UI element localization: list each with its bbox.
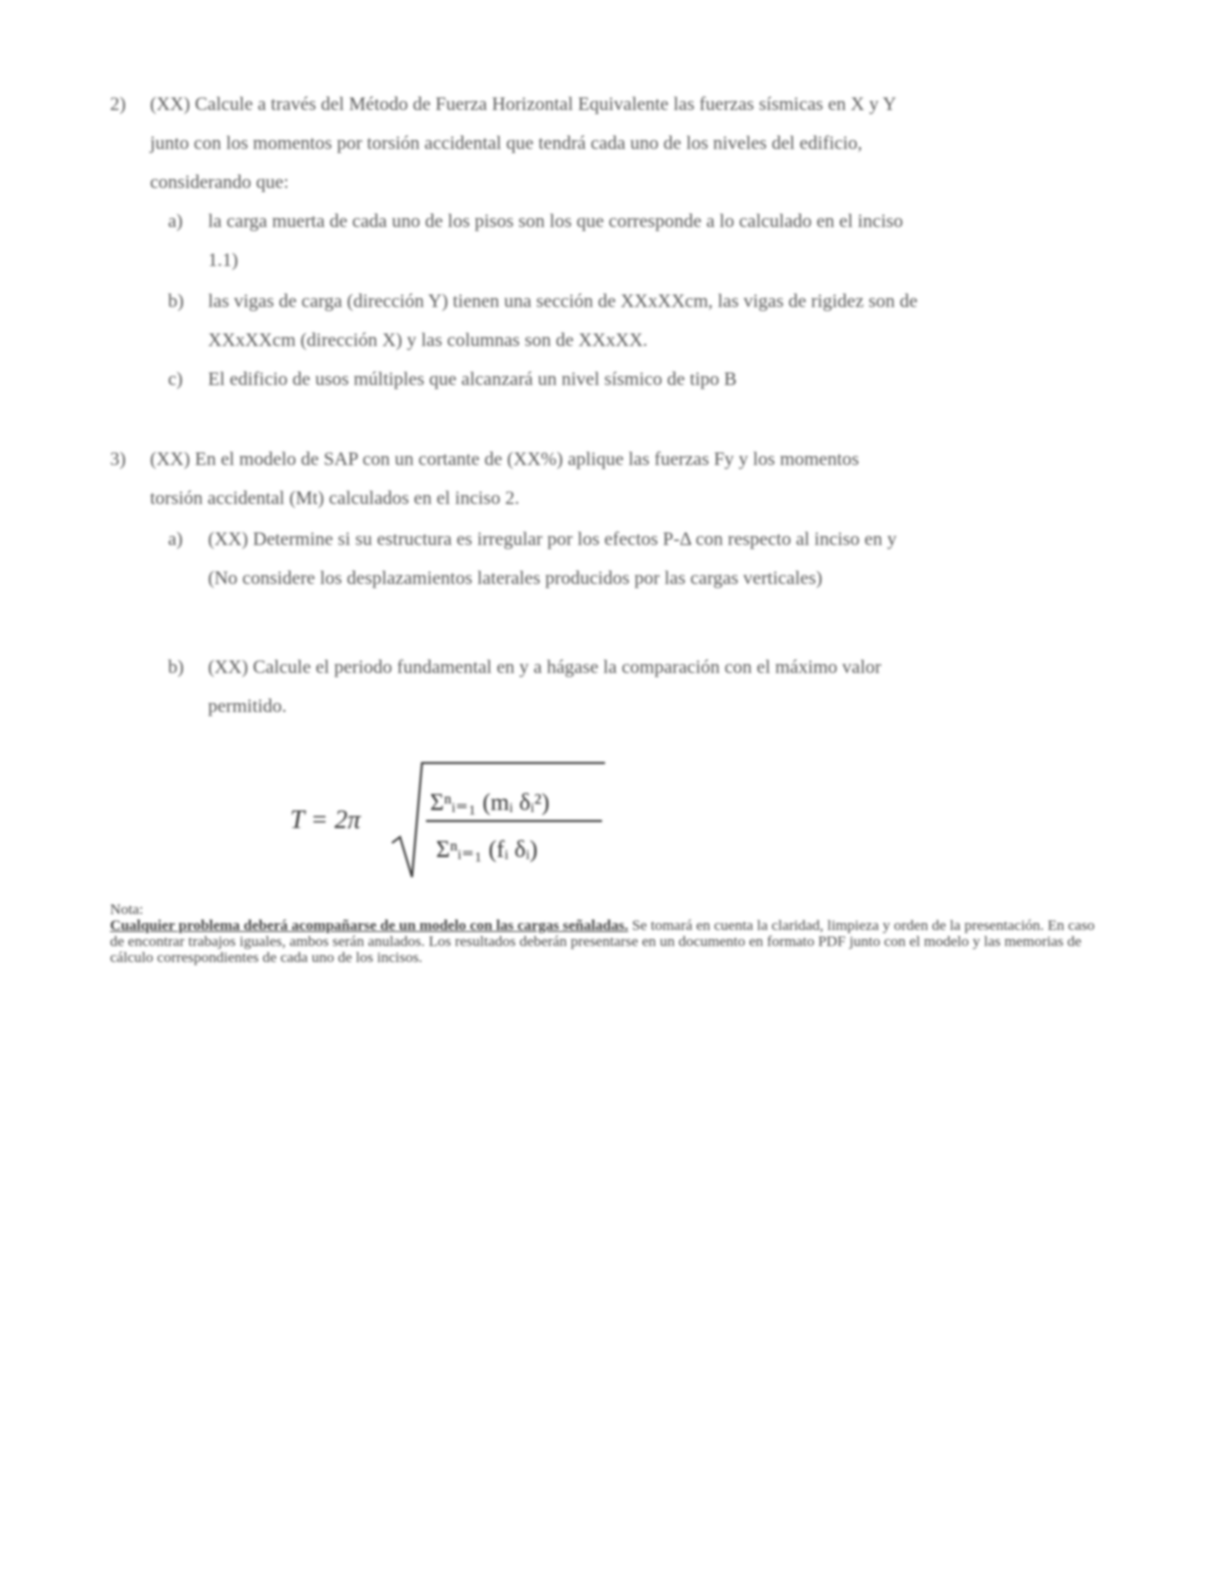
formula-numerator: Σⁿᵢ₌₁ (mᵢ δᵢ²) (430, 790, 550, 816)
note-body: Se tomará en cuenta la claridad, limpieza y orden de la presentación. En caso de encontrar trabajos iguales, ambos serán anulados. Los resultados deberán presentarse en un documento en formato PDF junto con el modelo y las memorias de cálculo correspondientes de cada uno de los incisos. (110, 918, 1095, 966)
item-line: la carga muerta de cada uno de los pisos son los que corresponde a lo calculado en el inciso (208, 211, 904, 232)
question-2-number: 2) (110, 94, 126, 115)
formula-denominator: Σⁿᵢ₌₁ (fᵢ δᵢ) (436, 837, 538, 863)
item-label: b) (168, 657, 184, 678)
formula-lhs: T = 2π (290, 805, 361, 834)
item-label: b) (168, 291, 184, 312)
item-line: permitido. (208, 696, 287, 717)
item-line: (XX) Calcule el periodo fundamental en y a hágase la comparación con el máximo valor (208, 657, 882, 678)
item-line: El edificio de usos múltiples que alcanzará un nivel sísmico de tipo B (208, 369, 737, 390)
note-block (110, 902, 1100, 966)
note-bold-text: Cualquier problema deberá acompañarse de un modelo con las cargas señaladas. (110, 918, 629, 934)
period-formula (290, 755, 620, 885)
question-3-line: torsión accidental (Mt) calculados en el inciso 2. (150, 488, 520, 509)
item-label: c) (168, 369, 183, 390)
item-line: (XX) Determine si su estructura es irregular por los efectos P-Δ con respecto al inciso en y (208, 529, 897, 550)
item-label: a) (168, 529, 183, 550)
item-line: XXxXXcm (dirección X) y las columnas son de XXxXX. (208, 330, 648, 351)
item-line: (No considere los desplazamientos laterales producidos por las cargas verticales) (208, 568, 823, 589)
question-3-line: (XX) En el modelo de SAP con un cortante de (XX%) aplique las fuerzas Fy y los momentos (150, 449, 859, 470)
note-body-wrapper (110, 918, 1100, 966)
question-2-line: considerando que: (150, 172, 289, 193)
item-label: a) (168, 211, 183, 232)
question-2-line: junto con los momentos por torsión accidental que tendrá cada uno de los niveles del edificio, (150, 133, 863, 154)
formula-radical (390, 755, 610, 885)
question-3-number: 3) (110, 449, 126, 470)
item-line: 1.1) (208, 250, 239, 271)
note-heading: Nota: (110, 902, 144, 918)
question-2-line: (XX) Calcule a través del Método de Fuerza Horizontal Equivalente las fuerzas sísmicas en X y Y (150, 94, 897, 115)
item-line: las vigas de carga (dirección Y) tienen una sección de XXxXXcm, las vigas de rigidez son de (208, 291, 918, 312)
